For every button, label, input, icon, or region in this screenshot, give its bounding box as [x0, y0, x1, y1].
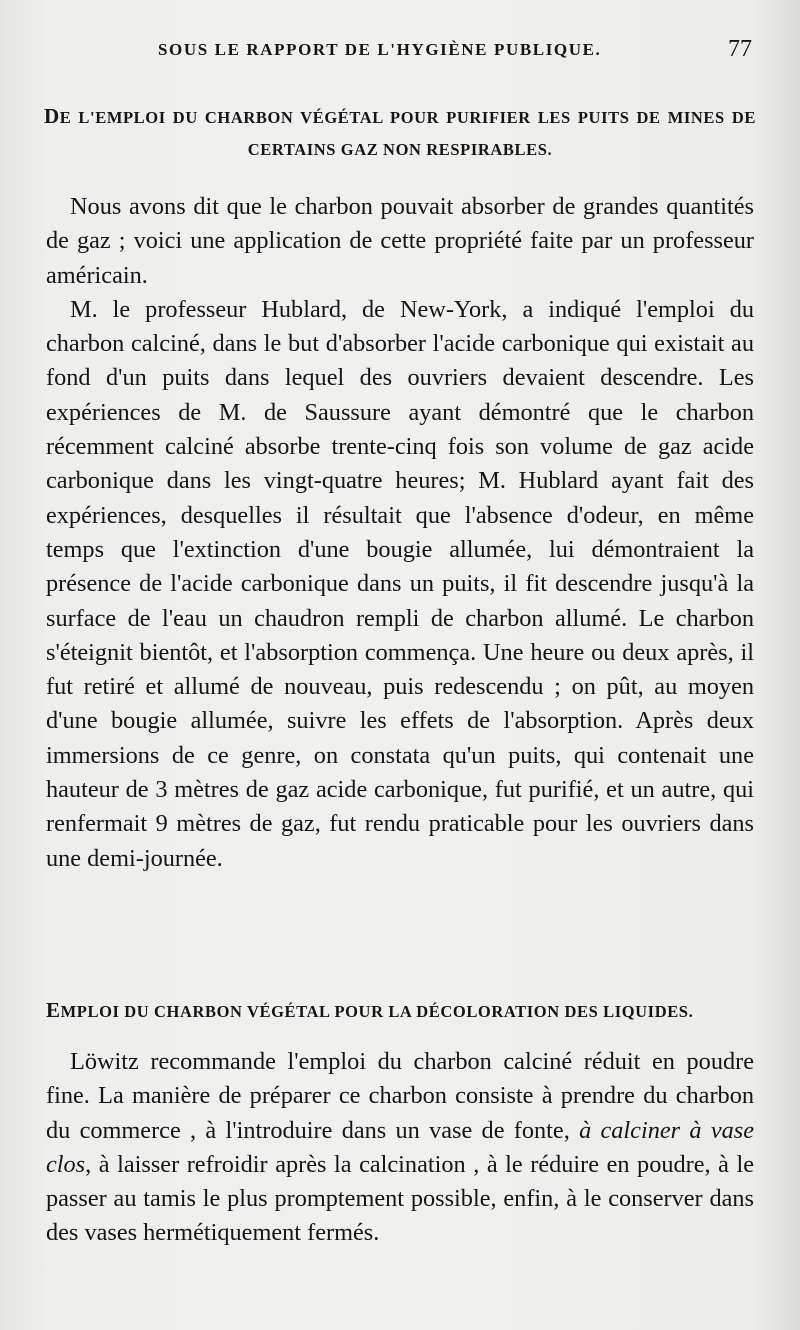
page-number: 77 — [728, 36, 752, 62]
heading-initial: E — [46, 998, 61, 1022]
section-heading-charcoal-wells — [44, 100, 756, 166]
heading-initial: D — [44, 104, 60, 128]
italic-phrase: à calciner à vase clos — [46, 1116, 754, 1178]
paragraph-start: Löwitz recommande l'emploi du charbon calciné réduit en poudre fine. La manière de préparer ce charbon consiste à prendre du charbon du commerce , à l'introduire dans un vase de fonte, — [46, 1048, 754, 1144]
section-heading-decolorization — [46, 998, 754, 1023]
heading-text: MPLOI DU CHARBON VÉGÉTAL POUR LA DÉCOLORATION DES LIQUIDES. — [60, 1002, 694, 1021]
section-body-charcoal-wells — [46, 190, 754, 876]
running-title: SOUS LE RAPPORT DE L'HYGIÈNE PUBLIQUE. — [158, 40, 602, 59]
section-body-decolorization — [46, 1045, 754, 1251]
running-header — [48, 36, 752, 70]
paragraph-end: , à laisser refroidir après la calcination , à le réduire en poudre, à le passer au tamis le plus promptement possible, enfin, à le conserver dans des vases hermétiquement fermés. — [46, 1150, 754, 1247]
paragraph: M. le professeur Hublard, de New-York, a indiqué l'emploi du charbon calciné, dans le but d'absorber l'acide carbonique qui existait au fond d'un puits dans lequel des ouvriers devaient descendre. Les expériences de M. de Saussure ayant démontré que le charbon récemment calciné absorbe trente-cinq fois son volume de gaz acide carbonique dans les vingt-quatre heures; M. Hublard ayant fait des expériences, desquelles il résultait que l'absence d'odeur, en même temps que l'extinction d'une bougie allumée, lui démontraient la présence de l'acide carbonique dans un puits, il fit descendre jusqu'à la surface de l'eau un chaudron rempli de charbon allumé. Le charbon s'éteignit bientôt, et l'absorption commença. Une heure ou deux après, il fut retiré et allumé de nouveau, puis redescendu ; on pût, au moyen d'une bougie allumée, suivre les effets de l'absorption. Après deux immersions de ce genre, on constata qu'un puits, qui contenait une hauteur de 3 mètres de gaz acide carbonique, fut purifié, et un autre, qui renfermait 9 mètres de gaz, fut rendu praticable pour les ouvriers dans une demi-journée. — [46, 295, 754, 872]
paragraph: Nous avons dit que le charbon pouvait absorber de grandes quantités de gaz ; voici une application de cette propriété faite par un professeur américain. — [46, 193, 754, 289]
heading-text: E L'EMPLOI DU CHARBON VÉGÉTAL POUR PURIFIER LES PUITS DE MINES DE CERTAINS GAZ NON RESPIRABLES. — [59, 108, 756, 159]
paragraph — [46, 1045, 754, 1251]
